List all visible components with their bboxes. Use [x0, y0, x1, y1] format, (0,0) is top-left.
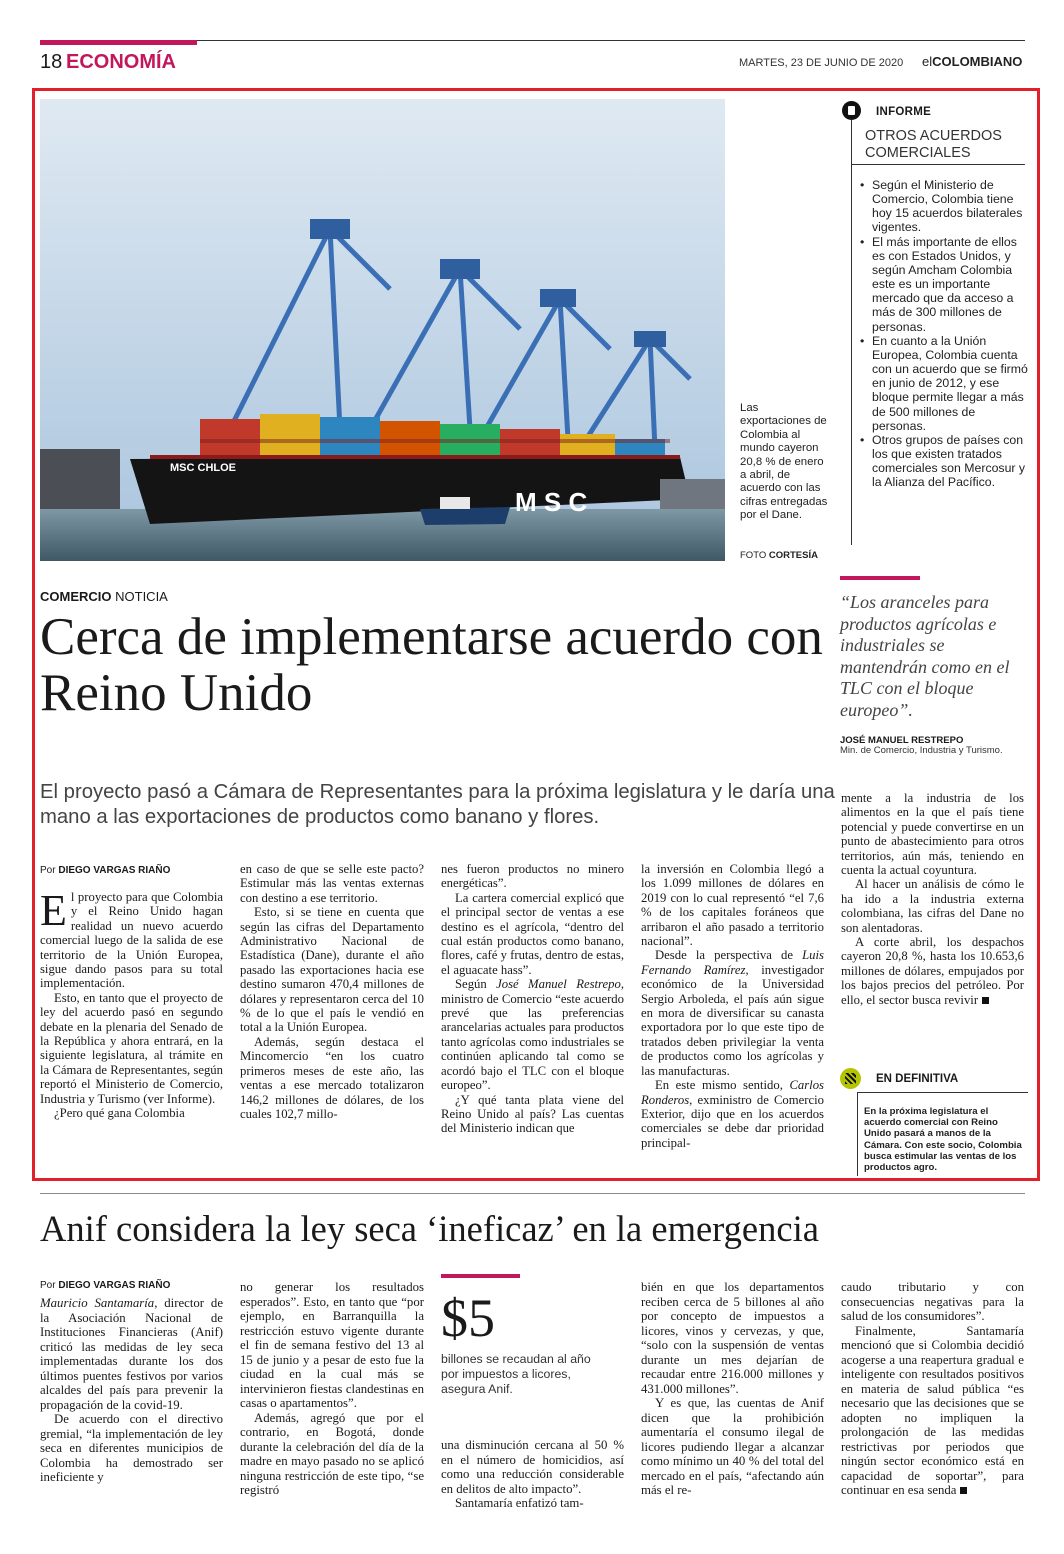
text-run: A corte abril, los despachos cayeron 20,8 %, hasta los 10.653,6 millones de dólares, empujados por los bajos precios del petróleo. Por ello, el sector busca revivir [841, 935, 1024, 1007]
masthead-prefix: el [922, 54, 933, 69]
headline-2: Anif considera la ley seca ‘ineficaz’ en la emergencia [40, 1208, 819, 1249]
byline-prefix: Por [40, 865, 56, 876]
paragraph: nes fueron productos no minero energéticas”. [441, 862, 624, 891]
paragraph [841, 935, 1024, 1007]
paragraph: caudo tributario y con consecuencias negativas para la salud de los consumidores”. [841, 1280, 1024, 1323]
headline: Cerca de implementarse acuerdo con Reino Unido [40, 608, 823, 722]
paragraph: una disminución cercana al 50 % en el número de homicidios, así como una reducción considerable en delitos de alto impacto”. [441, 1438, 624, 1496]
byline-prefix: Por [40, 1280, 56, 1291]
text-run: En este mismo sentido, [655, 1078, 790, 1093]
stat-value: $5 [441, 1288, 495, 1348]
paragraph [841, 1324, 1024, 1498]
ship-name-text: MSC CHLOE [170, 462, 236, 474]
person-name: Mauricio Santamaría [40, 1296, 155, 1310]
paragraph [641, 948, 824, 1078]
text-run: Desde la perspectiva de [655, 948, 803, 963]
paragraph: no generar los resultados esperados”. Esto, en tanto que “por ejemplo, en Barranquilla la restricción estuvo vigente durante el fin de semana festivo del 13 al 15 de junio y a pesar de esto fue la ciudad en la cual más se intervinieron fiestas clandestinas en casas o apartamentos”. [240, 1280, 424, 1410]
informe-list [858, 178, 1028, 489]
informe-item: • Otros grupos de países con los que existen tratados comerciales son Mercosur y la Alianza del Pacífico. [858, 433, 1028, 490]
paragraph: Esto, en tanto que el proyecto de ley del acuerdo pasó en segundo debate en la plenaria del Senado de la República y ahora entrará, en la siguiente legislatura, al trámite en la Cámara de Representantes, según reportó el Ministerio de Comercio, Industria y Turismo (ver Informe). [40, 990, 223, 1106]
paragraph: La cartera comercial explicó que el principal sector de ventas a ese destino es el agrícola, “dentro del cual están productos como banano, flores, café y frutas, dentro de estas, el aguacate hass”. [441, 890, 624, 977]
en-definitiva-icon [840, 1068, 861, 1089]
stat-description: billones se recaudan al año por impuestos a licores, asegura Anif. [441, 1352, 591, 1396]
end-mark [960, 1487, 967, 1494]
informe-title: OTROS ACUERDOS COMERCIALES [865, 128, 1002, 161]
kicker-topic: COMERCIO [40, 589, 112, 604]
informe-title-rule [851, 164, 1025, 165]
paragraph: Además, agregó que por el contrario, en Bogotá, donde durante la celebración del día de la madre en mayo pasado no se aplicó ninguna restricción de este tipo, “se registró [240, 1410, 424, 1497]
informe-item: • Según el Ministerio de Comercio, Colombia tiene hoy 15 acuerdos bilaterales vigentes. [858, 178, 1028, 235]
text-run: , investigador económico de la Universidad Sergio Arboleda, el país aún sigue en mora de diversificar su canasta exportadora por lo que este tipo de tratados deben privilegiar la venta de productos como los agrícolas y las manufacturas. [641, 962, 824, 1078]
byline-2 [40, 1280, 170, 1291]
text-run: , ministro de Comercio “este acuerdo prevé que las preferencias arancelarias actuales para productos tanto agrícolas como industriales se continúen aplicando tal como se acordó bajo el TLC con el bloque europeo”. [441, 977, 624, 1093]
paragraph: mente a la industria de los alimentos en la que el país tiene potencial y puede convertirse en un punto de abastecimiento para otros territorios, aún más, teniendo en cuenta la actual coyuntura. [841, 791, 1024, 878]
informe-label: INFORME [876, 106, 932, 118]
article-column-1 [40, 886, 223, 1121]
article-deck: El proyecto pasó a Cámara de Representantes para la próxima legislatura y le daría una mano a las exportaciones de productos como banano y flores. [40, 781, 835, 828]
article2-column-1 [40, 1296, 223, 1485]
paragraph: Y es que, las cuentas de Anif dicen que la prohibición aumentaría el consumo ilegal de licores pudiendo llegar a alcanzar como mínimo un 40 % del total del mercado en el país, “afectando aún más el re- [641, 1396, 824, 1497]
kicker-type: NOTICIA [115, 589, 168, 604]
article2-column-3 [441, 1438, 624, 1511]
section-tab [40, 40, 197, 45]
section-divider [40, 1193, 1025, 1194]
masthead [922, 54, 1022, 69]
article-column-2 [240, 862, 424, 1121]
byline-name: DIEGO VARGAS RIAÑO [58, 865, 171, 876]
text-run: Finalmente, Santamaría mencionó que si Colombia decidió acogerse a una reapertura gradual e inteligente con resultados positivos en materia de salud pública “es necesario que las decisiones que se adopten no impliquen la prolongación de las medidas restrictivas por periodos que ningún sector económico está en capacidad de soportar”, para continuar en esa senda [841, 1323, 1024, 1497]
byline [40, 865, 170, 876]
article-column-5 [841, 791, 1024, 1007]
article-column-4 [641, 862, 824, 1150]
hull-letters: M S C [515, 487, 588, 517]
paragraph [641, 1078, 824, 1150]
paragraph: bién en que los departamentos reciben cerca de 5 billones al año por concepto de impuestos a licores, vinos y cervezas, y que, “solo con la suspensión de ventas durante un mes dejarían de recaudar entre 216.000 millones y 431.000 millones”. [641, 1280, 824, 1396]
informe-rule [851, 120, 852, 545]
text-run: , director de la Asociación Nacional de Instituciones Financieras (Anif) criticó las medidas de ley seca implementadas durante los dos últimos puentes festivos por varios alcaldes del país para prevenir la propagación de la covid-19. [40, 1296, 223, 1412]
person-name: Luis Fernando Ramírez [641, 948, 824, 977]
paragraph [441, 977, 624, 1092]
section-name: ECONOMÍA [66, 51, 176, 73]
en-definitiva-text: En la próxima legislatura el acuerdo comercial con Reino Unido pasará a manos de la Cámara. Con este socio, Colombia busca estimular las ventas de los productos agro. [864, 1106, 1022, 1174]
paragraph: Santamaría enfatizó tam- [455, 1496, 584, 1510]
paragraph: ¿Y qué tanta plata viene del Reino Unido al país? Las cuentas del Ministerio indican que [441, 1092, 624, 1136]
en-definitiva-label: EN DEFINITIVA [876, 1073, 959, 1085]
article-kicker [40, 589, 168, 604]
informe-icon [842, 101, 861, 120]
pull-quote: “Los aranceles para productos agrícolas e industriales se mantendrán como en el TLC con el bloque europeo”. [840, 592, 1010, 720]
photo-credit-label: FOTO [740, 550, 767, 561]
article2-column-2 [240, 1280, 424, 1498]
person-name: José Manuel Restrepo [496, 977, 621, 992]
photo-credit [740, 550, 818, 561]
quote-accent [840, 576, 920, 580]
cargo-ship-photo [40, 99, 725, 561]
article-column-3 [441, 862, 624, 1136]
tugboat [420, 507, 510, 525]
page-date: MARTES, 23 DE JUNIO DE 2020 [739, 57, 904, 69]
paragraph: Al hacer un análisis de cómo le ha ido a la industria externa colombiana, las cifras del Dane no son alentadoras. [841, 877, 1024, 935]
informe-item: • El más importante de ellos es con Estados Unidos, y según Amcham Colombia este es un importante mercado que da acceso a más de 300 millones de personas. [858, 235, 1028, 334]
paragraph: ¿Pero qué gana Colombia [54, 1106, 185, 1121]
paragraph: en caso de que se selle este pacto? Estimular más las ventas externas con destino a ese territorio. [240, 862, 424, 905]
paragraph: l proyecto para que Colombia y el Reino Unido hagan realidad un nuevo acuerdo comercial luego de la salida de ese territorio de la Unión Europea, sigue dando pasos para su total implementación. [40, 890, 223, 991]
paragraph: De acuerdo con el directivo gremial, “la implementación de ley seca en diferentes municipios de Colombia ha demostrado ser ineficiente y [40, 1412, 223, 1484]
drop-cap: E [40, 886, 67, 935]
paragraph: la inversión en Colombia llegó a los 1.099 millones de dólares en 2019 con lo cual representó “el 7,6 % de los capitales foráneos que arribaron el año pasado a territorio nacional”. [641, 862, 824, 949]
informe-item: • En cuanto a la Unión Europea, Colombia cuenta con un acuerdo que se firmó en junio de 2012, y ese bloque permite llegar a más de 500 millones de personas. [858, 334, 1028, 433]
text-run: , exministro de Comercio Exterior, dijo que en los acuerdos comerciales se debe dar prioridad principal- [641, 1092, 824, 1150]
byline-name: DIEGO VARGAS RIAÑO [58, 1280, 171, 1291]
page-number: 18 [40, 51, 63, 73]
photo-credit-source: CORTESÍA [768, 550, 818, 561]
masthead-name: COLOMBIANO [932, 54, 1023, 69]
paragraph: Además, según destaca el Mincomercio “en los cuatro primeros meses de este año, las ventas a ese mercado totalizaron 146,2 millones de dólares, de los cuales 102,7 millo- [240, 1034, 424, 1121]
stat-accent [441, 1274, 520, 1278]
article2-column-5 [841, 1280, 1024, 1498]
person-name: Carlos Ronderos [641, 1078, 824, 1107]
text-run: Según [455, 977, 497, 992]
paragraph: Esto, si se tiene en cuenta que según las cifras del Departamento Administrativo Nacional de Estadística (Dane), durante el año pasado las exportaciones hacia ese destino sumaron 470,4 millones de dólares y representaron cerca del 10 % de lo que el país le vendió en total a la Unión Europea. [240, 905, 424, 1035]
photo-caption: Las exportaciones de Colombia al mundo cayeron 20,8 % de enero a abril, de acuerdo con las cifras entregadas por el Dane. [740, 402, 828, 522]
article2-column-4 [641, 1280, 824, 1498]
end-mark [982, 997, 989, 1004]
paragraph [40, 1296, 223, 1412]
quote-author: JOSÉ MANUEL RESTREPO [840, 735, 964, 746]
quote-role: Min. de Comercio, Industria y Turismo. [840, 745, 1003, 756]
